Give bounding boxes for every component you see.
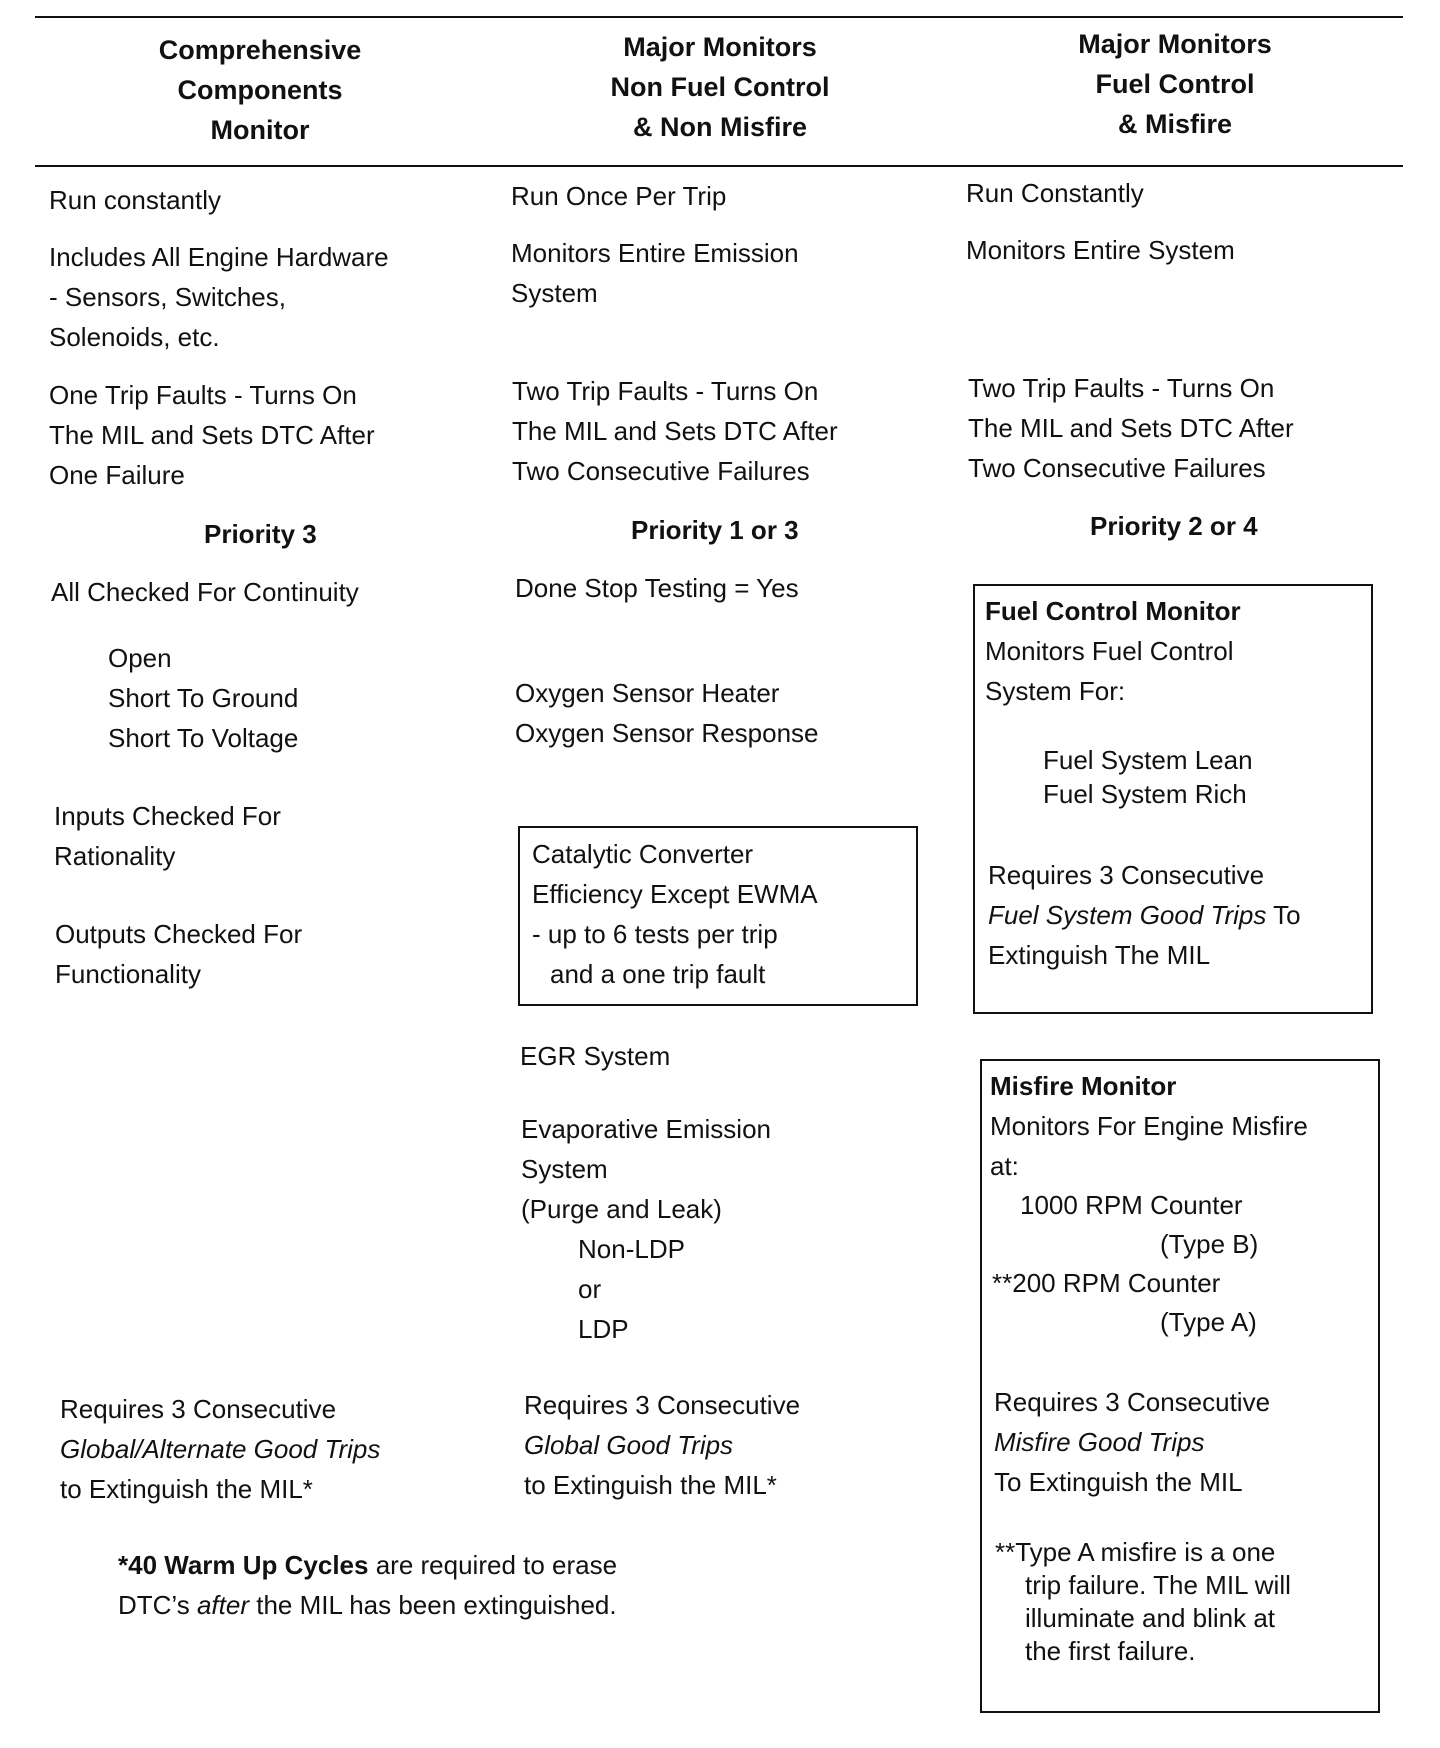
col2-egr: EGR System — [520, 1041, 671, 1071]
text-line: One Failure — [49, 460, 185, 490]
col1-outputs — [55, 914, 302, 994]
text-line: Inputs Checked For — [54, 801, 281, 831]
text-line: Functionality — [55, 959, 201, 989]
text-line: Requires 3 Consecutive — [994, 1387, 1271, 1417]
col2-requires — [524, 1385, 800, 1505]
text-line: Two Trip Faults - Turns On — [968, 373, 1275, 403]
misfire-counter-1: 1000 RPM Counter — [1020, 1190, 1243, 1220]
col1-priority: Priority 3 — [204, 519, 317, 549]
header-line: Non Fuel Control — [610, 72, 830, 102]
col2-monitors — [511, 233, 799, 313]
footnote-text: the MIL has been extinguished. — [249, 1590, 617, 1620]
list-item: Fuel System Lean — [1043, 745, 1253, 775]
header-line: Major Monitors — [623, 32, 817, 62]
text-line: - up to 6 tests per trip — [532, 919, 778, 949]
text-line: Efficiency Except EWMA — [532, 879, 818, 909]
header-line: & Non Misfire — [632, 112, 807, 142]
text-line: Global Good Trips — [524, 1430, 734, 1460]
footnote-bold: *40 Warm Up Cycles — [118, 1550, 369, 1580]
text-line: One Trip Faults - Turns On — [49, 380, 357, 410]
misfire-monitor-content — [990, 1066, 1308, 1186]
misfire-note — [995, 1536, 1291, 1668]
list-item: Short To Voltage — [108, 723, 299, 753]
header-line: & Misfire — [1117, 109, 1233, 139]
text-line: and a one trip fault — [550, 959, 766, 989]
list-item: Open — [108, 643, 172, 673]
catalytic-converter-text — [532, 834, 818, 994]
header-line: Monitor — [210, 115, 310, 145]
col2-run: Run Once Per Trip — [511, 181, 727, 211]
text-line: (Purge and Leak) — [521, 1194, 722, 1224]
header-line: Components — [177, 75, 343, 105]
misfire-counter-2-type: (Type A) — [1160, 1307, 1257, 1337]
col1-faults — [49, 375, 375, 495]
text-line: Two Consecutive Failures — [512, 456, 810, 486]
text-line: Two Trip Faults - Turns On — [512, 376, 819, 406]
text-line: - Sensors, Switches, — [49, 282, 286, 312]
col3-priority: Priority 2 or 4 — [1090, 511, 1258, 541]
header-line: Major Monitors — [1078, 29, 1272, 59]
list-item: or — [578, 1274, 602, 1304]
col2-faults — [512, 371, 838, 491]
col1-run: Run constantly — [49, 185, 221, 215]
header-fuel-control-misfire — [1015, 24, 1335, 144]
fuel-control-requires — [988, 855, 1301, 975]
col1-continuity: All Checked For Continuity — [51, 577, 359, 607]
col3-faults — [968, 368, 1294, 488]
text-line: System For: — [985, 676, 1126, 706]
col1-includes — [49, 237, 389, 357]
list-item: Short To Ground — [108, 683, 299, 713]
misfire-monitor-title: Misfire Monitor — [990, 1071, 1177, 1101]
footnote-text: DTC’s — [118, 1590, 197, 1620]
col2-evap — [521, 1109, 771, 1229]
text-line: trip failure. The MIL will — [1025, 1570, 1291, 1600]
header-line: Fuel Control — [1095, 69, 1255, 99]
footnote-line-1 — [118, 1545, 617, 1585]
text-line: Includes All Engine Hardware — [49, 242, 389, 272]
text-line: Outputs Checked For — [55, 919, 303, 949]
footnote-text: are required to erase — [368, 1550, 618, 1580]
text-line: Monitors For Engine Misfire — [990, 1111, 1308, 1141]
text-line: System — [521, 1154, 608, 1184]
text-line: Rationality — [54, 841, 176, 871]
misfire-counter-1-type: (Type B) — [1160, 1229, 1259, 1259]
text-line: The MIL and Sets DTC After — [968, 413, 1294, 443]
header-non-fuel-control — [560, 27, 880, 147]
col2-done: Done Stop Testing = Yes — [515, 573, 799, 603]
misfire-requires — [994, 1382, 1270, 1502]
text-line: Evaporative Emission — [521, 1114, 771, 1144]
col1-continuity-list — [108, 638, 298, 758]
col2-oxygen — [515, 673, 819, 753]
text-line: Requires 3 Consecutive — [524, 1390, 801, 1420]
text-line: Requires 3 Consecutive — [60, 1394, 337, 1424]
text-line: System — [511, 278, 598, 308]
text-line: Oxygen Sensor Response — [515, 718, 819, 748]
text-line: Requires 3 Consecutive — [988, 860, 1265, 890]
col1-inputs — [54, 796, 281, 876]
text-line: Two Consecutive Failures — [968, 453, 1266, 483]
header-comprehensive-components — [100, 30, 420, 150]
text-line — [988, 895, 1301, 935]
text-line: to Extinguish the MIL* — [524, 1470, 777, 1500]
text-line: the first failure. — [1025, 1636, 1196, 1666]
footnote-italic: after — [196, 1590, 249, 1620]
text-fragment: To — [1266, 900, 1301, 930]
col3-run: Run Constantly — [966, 178, 1144, 208]
text-line: The MIL and Sets DTC After — [49, 420, 375, 450]
header-line: Comprehensive — [158, 35, 362, 65]
text-line: illuminate and blink at — [1025, 1603, 1276, 1633]
text-line: Monitors Entire Emission — [511, 238, 799, 268]
fuel-system-list — [1043, 743, 1253, 811]
text-line: **Type A misfire is a one — [995, 1537, 1276, 1567]
col2-evap-options — [578, 1229, 685, 1349]
fuel-control-monitor-title: Fuel Control Monitor — [985, 596, 1241, 626]
text-line: Global/Alternate Good Trips — [60, 1434, 381, 1464]
text-line: Misfire Good Trips — [994, 1427, 1205, 1457]
misfire-counter-2: **200 RPM Counter — [992, 1268, 1221, 1298]
col2-priority: Priority 1 or 3 — [631, 515, 799, 545]
fuel-control-monitor-content — [985, 591, 1241, 711]
footnote-line-2 — [118, 1585, 617, 1625]
text-line: Catalytic Converter — [532, 839, 754, 869]
text-line: To Extinguish the MIL — [994, 1467, 1243, 1497]
italic-text: Fuel System Good Trips — [988, 900, 1267, 930]
list-item: Non-LDP — [578, 1234, 685, 1264]
text-line: to Extinguish the MIL* — [60, 1474, 313, 1504]
col3-monitors: Monitors Entire System — [966, 235, 1235, 265]
top-rule — [35, 16, 1403, 18]
list-item: LDP — [578, 1314, 629, 1344]
list-item: Fuel System Rich — [1043, 779, 1247, 809]
text-line: The MIL and Sets DTC After — [512, 416, 838, 446]
text-line: Solenoids, etc. — [49, 322, 220, 352]
header-rule — [35, 165, 1403, 167]
col1-requires — [60, 1389, 380, 1509]
text-line: at: — [990, 1151, 1019, 1181]
text-line: Oxygen Sensor Heater — [515, 678, 780, 708]
footnote — [118, 1545, 617, 1625]
text-line: Monitors Fuel Control — [985, 636, 1234, 666]
text-line: Extinguish The MIL — [988, 940, 1211, 970]
